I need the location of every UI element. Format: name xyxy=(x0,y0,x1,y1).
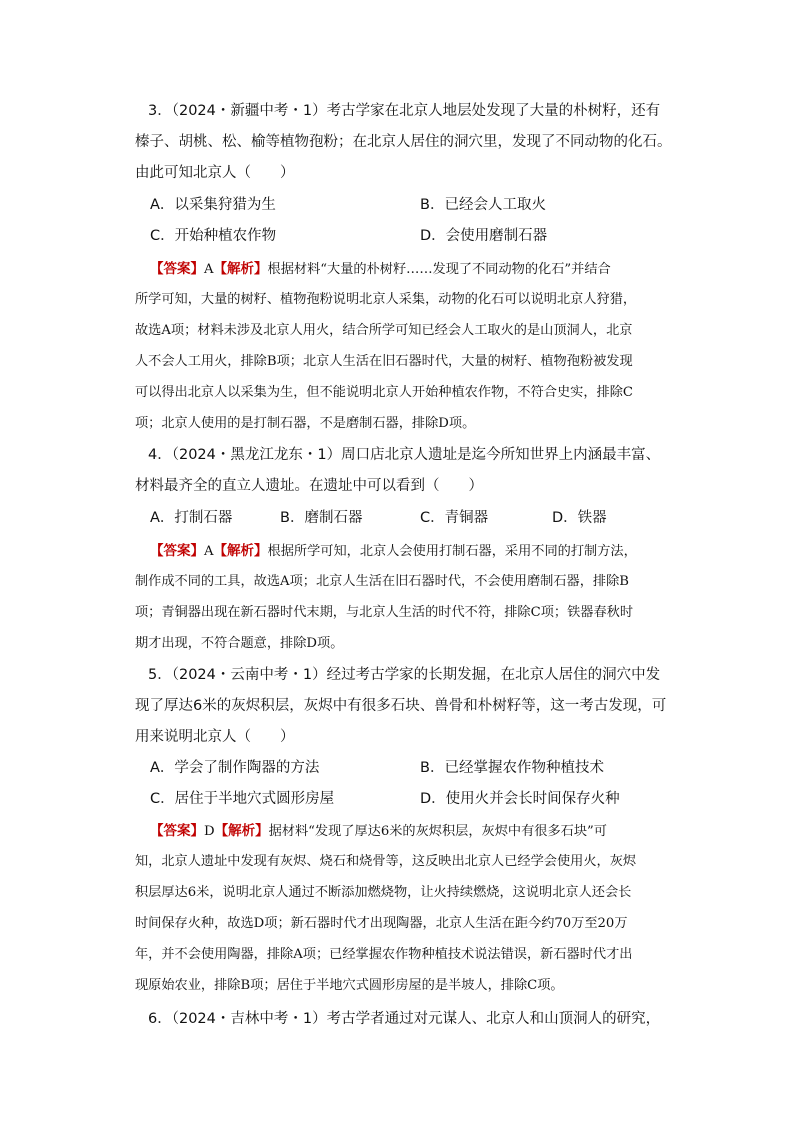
option-c: C．开始种植农作物 xyxy=(150,228,277,244)
analysis-line: 人不会人工用火，排除B项；北京人生活在旧石器时代，大量的树籽、植物孢粉被发现 xyxy=(135,354,633,369)
analysis-line: 项；青铜器出现在新石器时代末期，与北京人生活的时代不符，排除C项；铁器春秋时 xyxy=(135,605,634,620)
question-stem-line: 材料最齐全的直立人遗址。在遗址中可以看到（ ） xyxy=(135,478,483,494)
answer-line xyxy=(150,821,607,842)
analysis-line: 时间保存火种，故选D项；新石器时代才出现陶器，北京人生活在距今约70万至20万 xyxy=(135,916,628,931)
answer-value: A xyxy=(204,544,214,559)
question-stem-line: 6．（2024・吉林中考・1）考古学者通过对元谋人、北京人和山顶洞人的研究， xyxy=(148,1011,661,1027)
analysis-text: 根据所学可知，北京人会使用打制石器，采用不同的打制方法， xyxy=(267,544,637,559)
answer-tag: 【答案】 xyxy=(150,543,204,559)
option-d: D．会使用磨制石器 xyxy=(420,228,548,244)
analysis-line: 故选A项；材料未涉及北京人用火，结合所学可知已经会人工取火的是山顶洞人，北京 xyxy=(135,323,633,338)
option-a: A．打制石器 xyxy=(150,510,233,526)
analysis-line: 现原始农业，排除B项；居住于半地穴式圆形房屋的是半坡人，排除C项。 xyxy=(135,978,564,993)
option-d: D．铁器 xyxy=(552,510,607,526)
analysis-line: 项；北京人使用的是打制石器，不是磨制石器，排除D项。 xyxy=(135,416,476,431)
option-b: B．已经会人工取火 xyxy=(420,197,546,213)
analysis-line: 积层厚达6米，说明北京人通过不断添加燃烧物，让火持续燃烧，这说明北京人还会长 xyxy=(135,885,632,900)
answer-tag: 【答案】 xyxy=(150,823,204,839)
option-c: C．青铜器 xyxy=(420,510,489,526)
analysis-tag: 【解析】 xyxy=(213,543,268,559)
answer-line xyxy=(150,541,637,562)
analysis-tag: 【解析】 xyxy=(213,261,268,277)
answer-value: A xyxy=(204,262,214,277)
option-d: D．使用火并会长时间保存火种 xyxy=(420,791,620,807)
question-stem-line: 3．（2024・新疆中考・1）考古学家在北京人地层处发现了大量的朴树籽，还有 xyxy=(148,103,661,119)
question-stem-line: 由此可知北京人（ ） xyxy=(135,165,295,181)
answer-tag: 【答案】 xyxy=(150,261,204,277)
option-b: B．磨制石器 xyxy=(280,510,363,526)
question-stem-line: 现了厚达6米的灰烬积层，灰烬中有很多石块、兽骨和朴树籽等，这一考古发现，可 xyxy=(135,698,667,714)
option-c: C．居住于半地穴式圆形房屋 xyxy=(150,791,335,807)
analysis-line: 知，北京人遗址中发现有灰烬、烧石和烧骨等，这反映出北京人已经学会使用火，灰烬 xyxy=(135,854,637,869)
analysis-line: 年，并不会使用陶器，排除A项；已经掌握农作物种植技术说法错误，新石器时代才出 xyxy=(135,947,633,962)
question-stem-line: 用来说明北京人（ ） xyxy=(135,729,295,745)
question-stem-line: 5．（2024・云南中考・1）经过考古学家的长期发掘，在北京人居住的洞穴中发 xyxy=(148,667,661,683)
option-a: A．学会了制作陶器的方法 xyxy=(150,760,320,776)
analysis-text: 根据材料“大量的朴树籽……发现了不同动物的化石”并结合 xyxy=(267,262,611,277)
analysis-line: 制作成不同的工具，故选A项；北京人生活在旧石器时代，不会使用磨制石器，排除B xyxy=(135,574,629,589)
answer-value: D xyxy=(204,824,215,839)
answer-line xyxy=(150,259,611,280)
question-stem-line: 榛子、胡桃、松、榆等植物孢粉；在北京人居住的洞穴里，发现了不同动物的化石。 xyxy=(135,134,672,150)
analysis-line: 可以得出北京人以采集为生，但不能说明北京人开始种植农作物，不符合史实，排除C xyxy=(135,385,634,400)
question-stem-line: 4．（2024・黑龙江龙东・1）周口店北京人遗址是迄今所知世界上内涵最丰富、 xyxy=(148,447,661,463)
analysis-text: 据材料“发现了厚达6米的灰烬积层，灰烬中有很多石块”可 xyxy=(268,824,607,839)
analysis-line: 所学可知，大量的树籽、植物孢粉说明北京人采集，动物的化石可以说明北京人狩猎， xyxy=(135,292,637,307)
option-b: B．已经掌握农作物种植技术 xyxy=(420,760,604,776)
analysis-tag: 【解析】 xyxy=(214,823,269,839)
analysis-line: 期才出现，不符合题意，排除D项。 xyxy=(135,636,344,651)
option-a: A．以采集狩猎为生 xyxy=(150,197,276,213)
